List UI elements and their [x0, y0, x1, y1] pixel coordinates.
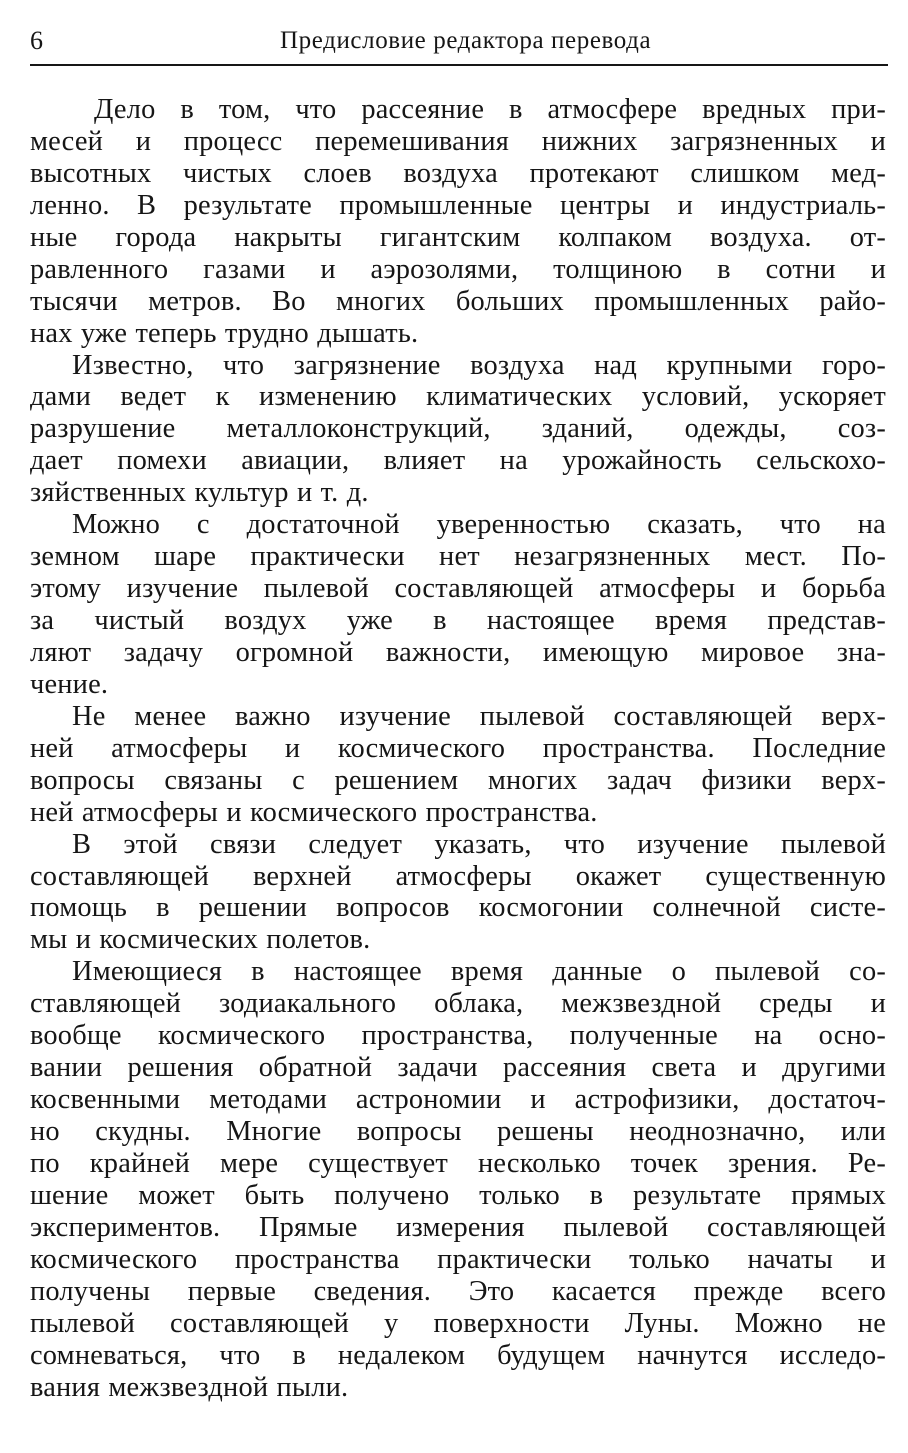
text-line: сомневаться, что в недалеком будущем начнутся исследо-: [30, 1339, 886, 1371]
text-line: пылевой составляющей у поверхности Луны. Можно не: [30, 1307, 886, 1339]
text-line: разрушение металлоконструкций, зданий, одежды, соз-: [30, 413, 886, 445]
running-title: Предисловие редактора перевода: [280, 27, 652, 54]
text-line: Известно, что загрязнение воздуха над крупными горо-: [72, 349, 886, 381]
text-line: ные города накрыты гигантским колпаком воздуха. от-: [30, 221, 886, 253]
text-line: зяйственных культур и т. д.: [30, 477, 369, 509]
text-line: помощь в решении вопросов космогонии солнечной систе-: [30, 892, 886, 924]
text-line: ставляющей зодиакального облака, межзвездной среды и: [30, 988, 886, 1020]
text-line: Можно с достаточной уверенностью сказать, что на: [72, 509, 886, 541]
text-line: нах уже теперь трудно дышать.: [30, 317, 419, 349]
header-rule: [30, 64, 888, 66]
text-line: ней атмосферы и космического пространства. Последние: [30, 732, 886, 764]
text-line: шение может быть получено только в результате прямых: [30, 1179, 886, 1211]
text-line: земном шаре практически нет незагрязненных мест. По-: [30, 541, 886, 573]
text-line: высотных чистых слоев воздуха протекают слишком мед-: [30, 157, 886, 189]
text-line: ленно. В результате промышленные центры и индустриаль-: [30, 189, 886, 221]
text-line: вопросы связаны с решением многих задач физики верх-: [30, 764, 886, 796]
text-line: но скудны. Многие вопросы решены неоднозначно, или: [30, 1116, 886, 1147]
text-line: Имеющиеся в настоящее время данные о пылевой со-: [72, 956, 886, 988]
text-line: вания межзвездной пыли.: [30, 1371, 349, 1403]
text-line: составляющей верхней атмосферы окажет существенную: [30, 860, 886, 892]
running-head: [30, 24, 886, 60]
text-line: В этой связи следует указать, что изучение пылевой: [72, 828, 886, 860]
text-line: экспериментов. Прямые измерения пылевой составляющей: [30, 1211, 886, 1243]
text-line: вообще космического пространства, полученные на осно-: [30, 1020, 886, 1052]
text-line: чение.: [30, 668, 109, 700]
text-line: дами ведет к изменению климатических условий, ускоряет: [30, 381, 886, 413]
text-line: получены первые сведения. Это касается прежде всего: [30, 1275, 886, 1307]
text-line: по крайней мере существует несколько точек зрения. Ре-: [30, 1147, 886, 1179]
text-line: вании решения обратной задачи рассеяния света и другими: [30, 1052, 886, 1084]
text-line: ляют задачу огромной важности, имеющую мировое зна-: [30, 636, 886, 668]
text-line: косвенными методами астрономии и астрофизики, достаточ-: [30, 1084, 886, 1116]
text-line: Дело в том, что рассеяние в атмосфере вредных при-: [94, 94, 886, 125]
body-text: [30, 94, 886, 1403]
text-line: равленного газами и аэрозолями, толщиною в сотни и: [30, 253, 886, 285]
text-line: космического пространства практически только начаты и: [30, 1243, 886, 1275]
text-line: этому изучение пылевой составляющей атмосферы и борьба: [30, 573, 886, 605]
text-line: мы и космических полетов.: [30, 924, 371, 956]
text-line: месей и процесс перемешивания нижних загрязненных и: [30, 125, 886, 157]
text-line: Не менее важно изучение пылевой составляющей верх-: [72, 700, 886, 732]
text-line: за чистый воздух уже в настоящее время представ-: [30, 605, 886, 636]
text-line: ней атмосферы и космического пространства.: [30, 796, 598, 828]
text-line: тысячи метров. Во многих больших промышленных райо-: [30, 285, 886, 317]
text-line: дает помехи авиации, влияет на урожайность сельскохо-: [30, 445, 886, 477]
page-number: 6: [30, 26, 43, 55]
